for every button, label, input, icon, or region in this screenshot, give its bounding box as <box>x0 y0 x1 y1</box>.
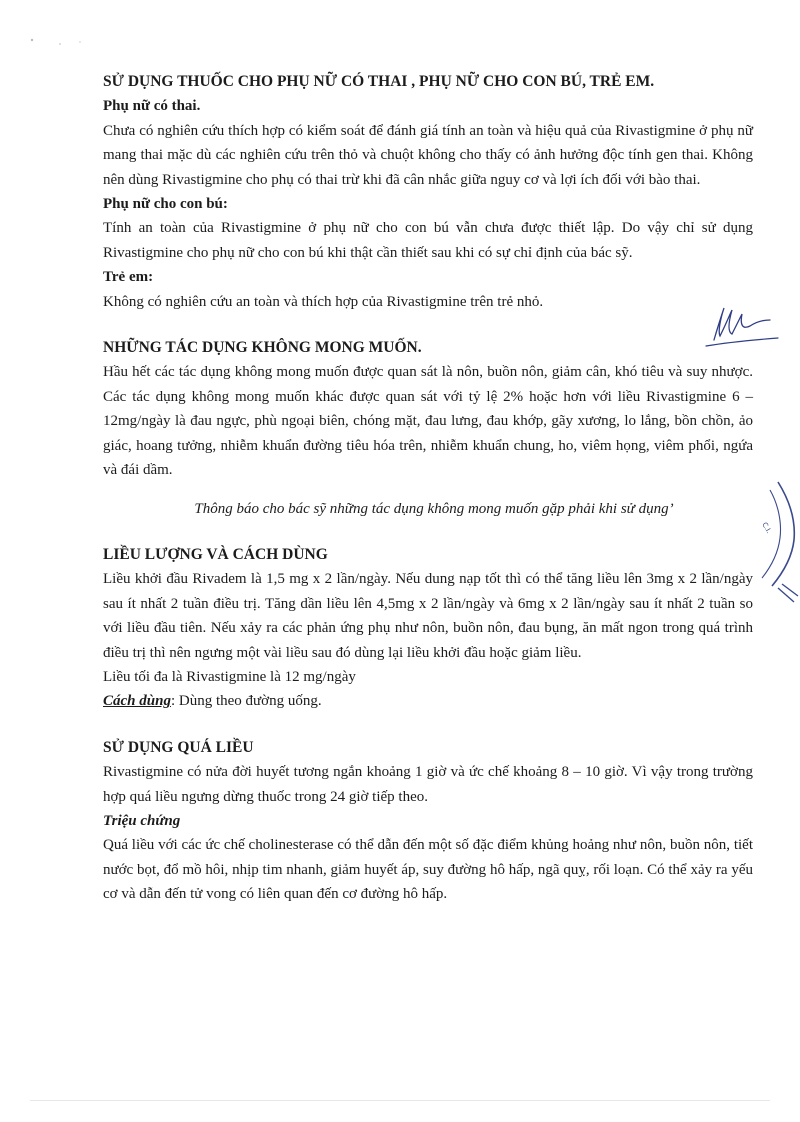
side-effects-notice: Thông báo cho bác sỹ những tác dụng không mong muốn gặp phải khi sử dụng’ <box>194 500 674 517</box>
paragraph-pregnant-women: Chưa có nghiên cứu thích hợp có kiểm soát để đánh giá tính an toàn và hiệu quả của Rivastigmine ở phụ nữ mang thai mặc dù các nghiên cứu trên thỏ và chuột không cho thấy có ảnh hưởng độc tính gen thai. Không nên dùng Rivastigmine cho phụ có thai trừ khi đã cân nhắc giữa nguy cơ và lợi ích đối với bào thai. <box>103 122 753 188</box>
subheading-breastfeeding: Phụ nữ cho con bú: <box>103 196 228 213</box>
subheading-pregnant-women: Phụ nữ có thai. <box>103 98 201 115</box>
paragraph-dosage: Liều khởi đầu Rivadem là 1,5 mg x 2 lần/ngày. Nếu dung nạp tốt thì có thể tăng liều lên 3mg x 2 lần/ngày sau ít nhất 2 tuần điều trị. Tăng dần liều lên 4,5mg x 2 lần/ngày và 6mg x 2 lần/ngày sau ít nhất 2 tuần so với liều đầu tiên. Nếu xảy ra các phản ứng phụ như nôn, buồn nôn, đau bụng, ăn mất ngon trong quá trình điều trị thì nên ngưng một vài liều sau đó dùng lại liều khởi đầu hoặc giảm liều. <box>103 571 753 661</box>
usage-label: Cách dùng <box>103 693 171 710</box>
paragraph-overdose: Rivastigmine có nửa đời huyết tương ngắn khoảng 1 giờ và ức chế khoảng 8 – 10 giờ. Vì vậy trong trường hợp quá liều ngưng dừng thuốc trong 24 giờ tiếp theo. <box>103 764 753 805</box>
max-dose-line: Liều tối đa là Rivastigmine là 12 mg/ngày <box>103 668 356 685</box>
document-body <box>103 70 753 907</box>
stamp-mark <box>748 478 800 608</box>
subheading-children: Trẻ em: <box>103 269 154 286</box>
signature-mark <box>700 296 780 356</box>
usage-text: : Dùng theo đường uống. <box>170 693 322 710</box>
heading-dosage: LIỀU LƯỢNG VÀ CÁCH DÙNG <box>103 545 328 563</box>
scan-artifact-marks <box>10 18 90 58</box>
page-bottom-edge <box>30 1100 770 1101</box>
svg-text:C.I.: C.I. <box>760 521 773 535</box>
heading-overdose: SỬ DỤNG QUÁ LIỀU <box>103 738 254 756</box>
paragraph-breastfeeding: Tính an toàn của Rivastigmine ở phụ nữ cho con bú vẫn chưa được thiết lập. Do vậy chỉ sử dụng Rivastigmine cho phụ nữ cho con bú khi thật cần thiết sau khi có sự chỉ định của bác sỹ. <box>103 220 753 261</box>
heading-pregnancy-section: SỬ DỤNG THUỐC CHO PHỤ NỮ CÓ THAI , PHỤ NỮ CHO CON BÚ, TRẺ EM. <box>103 73 655 90</box>
paragraph-symptoms: Quá liều với các ức chế cholinesterase có thể dẫn đến một số đặc điểm khủng hoảng như nôn, buồn nôn, tiết nước bọt, đổ mồ hôi, nhịp tim nhanh, giảm huyết áp, suy đường hô hấp, ngã quỵ, rối loạn. Có thể xảy ra yếu cơ và dẫn đến tử vong có liên quan đến cơ đường hô hấp. <box>103 837 753 903</box>
usage-line <box>103 689 753 713</box>
subheading-symptoms: Triệu chứng <box>103 812 181 829</box>
paragraph-side-effects: Hầu hết các tác dụng không mong muốn được quan sát là nôn, buồn nôn, giảm cân, khó tiêu và suy nhược. Các tác dụng không mong muốn khác được quan sát với tỷ lệ 2% hoặc hơn với liều Rivastigmine 6 – 12mg/ngày là đau ngực, phù ngoại biên, chóng mặt, đau lưng, đau khớp, gãy xương, lo lắng, bồn chồn, ảo giác, hoang tưởng, nhiễm khuẩn đường tiêu hóa trên, nhiễm khuẩn chung, ho, viêm họng, viêm phổi, ngứa và đái dầm. <box>103 364 753 479</box>
paragraph-children: Không có nghiên cứu an toàn và thích hợp của Rivastigmine trên trẻ nhỏ. <box>103 293 544 310</box>
heading-side-effects: NHỮNG TÁC DỤNG KHÔNG MONG MUỐN. <box>103 339 422 357</box>
